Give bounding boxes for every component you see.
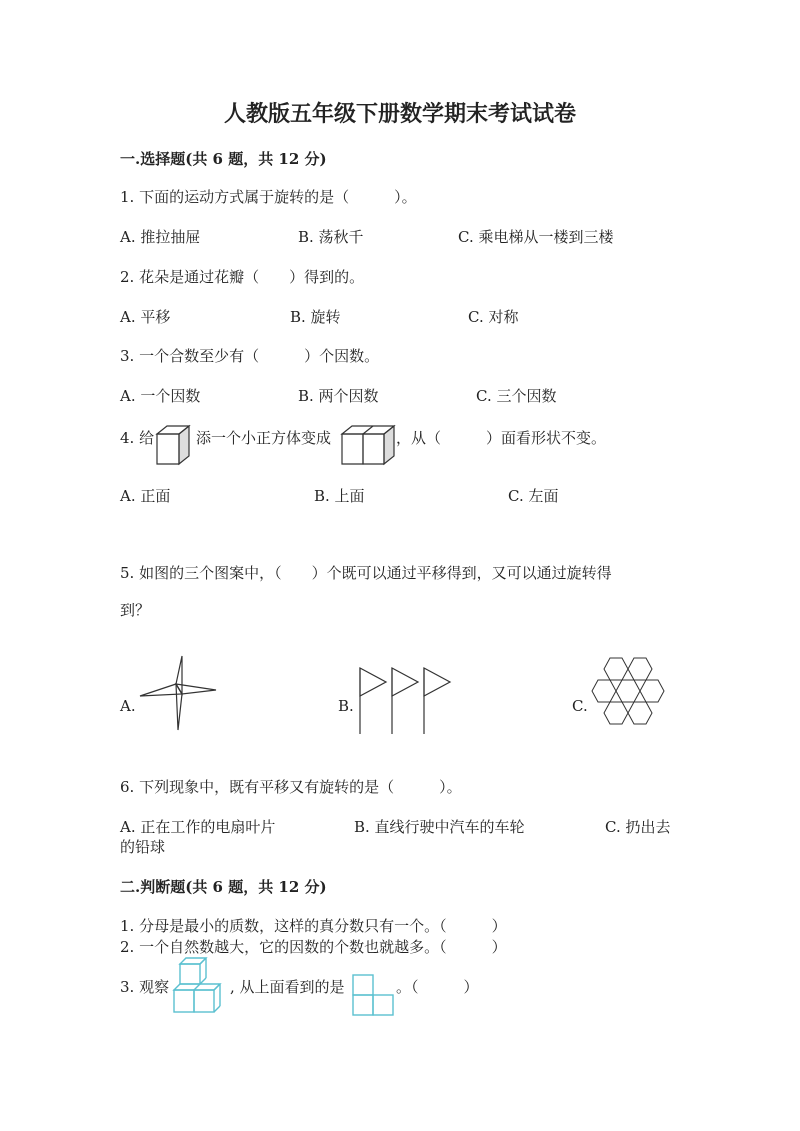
two-cubes-figure bbox=[340, 424, 396, 466]
flags-figure bbox=[356, 664, 452, 736]
question-3-option-a: A. 一个因数 bbox=[120, 387, 201, 405]
stacked-cubes-figure bbox=[170, 958, 230, 1016]
section-heading-choice: 一.选择题(共 6 题，共 12 分) bbox=[120, 150, 327, 168]
question-1-option-a: A. 推拉抽屉 bbox=[120, 228, 201, 246]
question-5-option-b: B. bbox=[338, 697, 354, 715]
question-4-option-a: A. 正面 bbox=[120, 487, 171, 505]
question-5-stem: 5. 如图的三个图案中，（ ）个既可以通过平移得到，又可以通过旋转得 bbox=[120, 564, 612, 582]
judgement-1: 1. 分母是最小的质数，这样的真分数只有一个。（ ） bbox=[120, 917, 507, 935]
question-5-stem-cont: 到？ bbox=[120, 601, 151, 619]
question-1-option-b: B. 荡秋千 bbox=[298, 228, 364, 246]
question-2-option-a: A. 平移 bbox=[120, 308, 171, 326]
question-3-stem: 3. 一个合数至少有（ ）个因数。 bbox=[120, 347, 380, 365]
question-3-option-c: C. 三个因数 bbox=[476, 387, 557, 405]
question-1-stem: 1. 下面的运动方式属于旋转的是（ ）。 bbox=[120, 188, 417, 206]
judgement-3-middle: , 从上面看到的是 bbox=[230, 978, 345, 996]
top-view-figure bbox=[352, 974, 394, 1016]
question-4-stem-middle: 添一个小正方体变成 bbox=[196, 429, 332, 447]
question-5-option-a: A. bbox=[120, 697, 136, 715]
question-6-option-b: B. 直线行驶中汽车的车轮 bbox=[354, 818, 525, 836]
section-heading-judgement: 二.判断题(共 6 题，共 12 分) bbox=[120, 878, 327, 896]
question-6-option-c-cont: 的铅球 bbox=[120, 838, 166, 856]
judgement-2: 2. 一个自然数越大，它的因数的个数也就越多。（ ） bbox=[120, 938, 507, 956]
question-6-option-a: A. 正在工作的电扇叶片 bbox=[120, 818, 276, 836]
judgement-3-start: 3. 观察 bbox=[120, 978, 170, 996]
question-2-option-b: B. 旋转 bbox=[290, 308, 341, 326]
question-4-stem-end: ，从（ ）面看形状不变。 bbox=[396, 429, 607, 447]
pinwheel-figure bbox=[138, 656, 220, 732]
question-3-option-b: B. 两个因数 bbox=[298, 387, 379, 405]
question-2-option-c: C. 对称 bbox=[468, 308, 519, 326]
judgement-3-end: 。（ ） bbox=[396, 978, 479, 996]
page-title: 人教版五年级下册数学期末考试试卷 bbox=[223, 101, 576, 127]
question-6-option-c: C. 扔出去 bbox=[605, 818, 671, 836]
question-6-stem: 6. 下列现象中，既有平移又有旋转的是（ ）。 bbox=[120, 778, 462, 796]
question-5-option-c: C. bbox=[572, 697, 588, 715]
question-4-option-b: B. 上面 bbox=[314, 487, 365, 505]
question-2-stem: 2. 花朵是通过花瓣（ ）得到的。 bbox=[120, 268, 365, 286]
question-1-option-c: C. 乘电梯从一楼到三楼 bbox=[458, 228, 614, 246]
question-4-option-c: C. 左面 bbox=[508, 487, 559, 505]
question-4-stem-start: 4. 给 bbox=[120, 429, 155, 447]
single-cube-figure bbox=[155, 424, 195, 466]
hexagon-flower-figure bbox=[590, 656, 666, 734]
